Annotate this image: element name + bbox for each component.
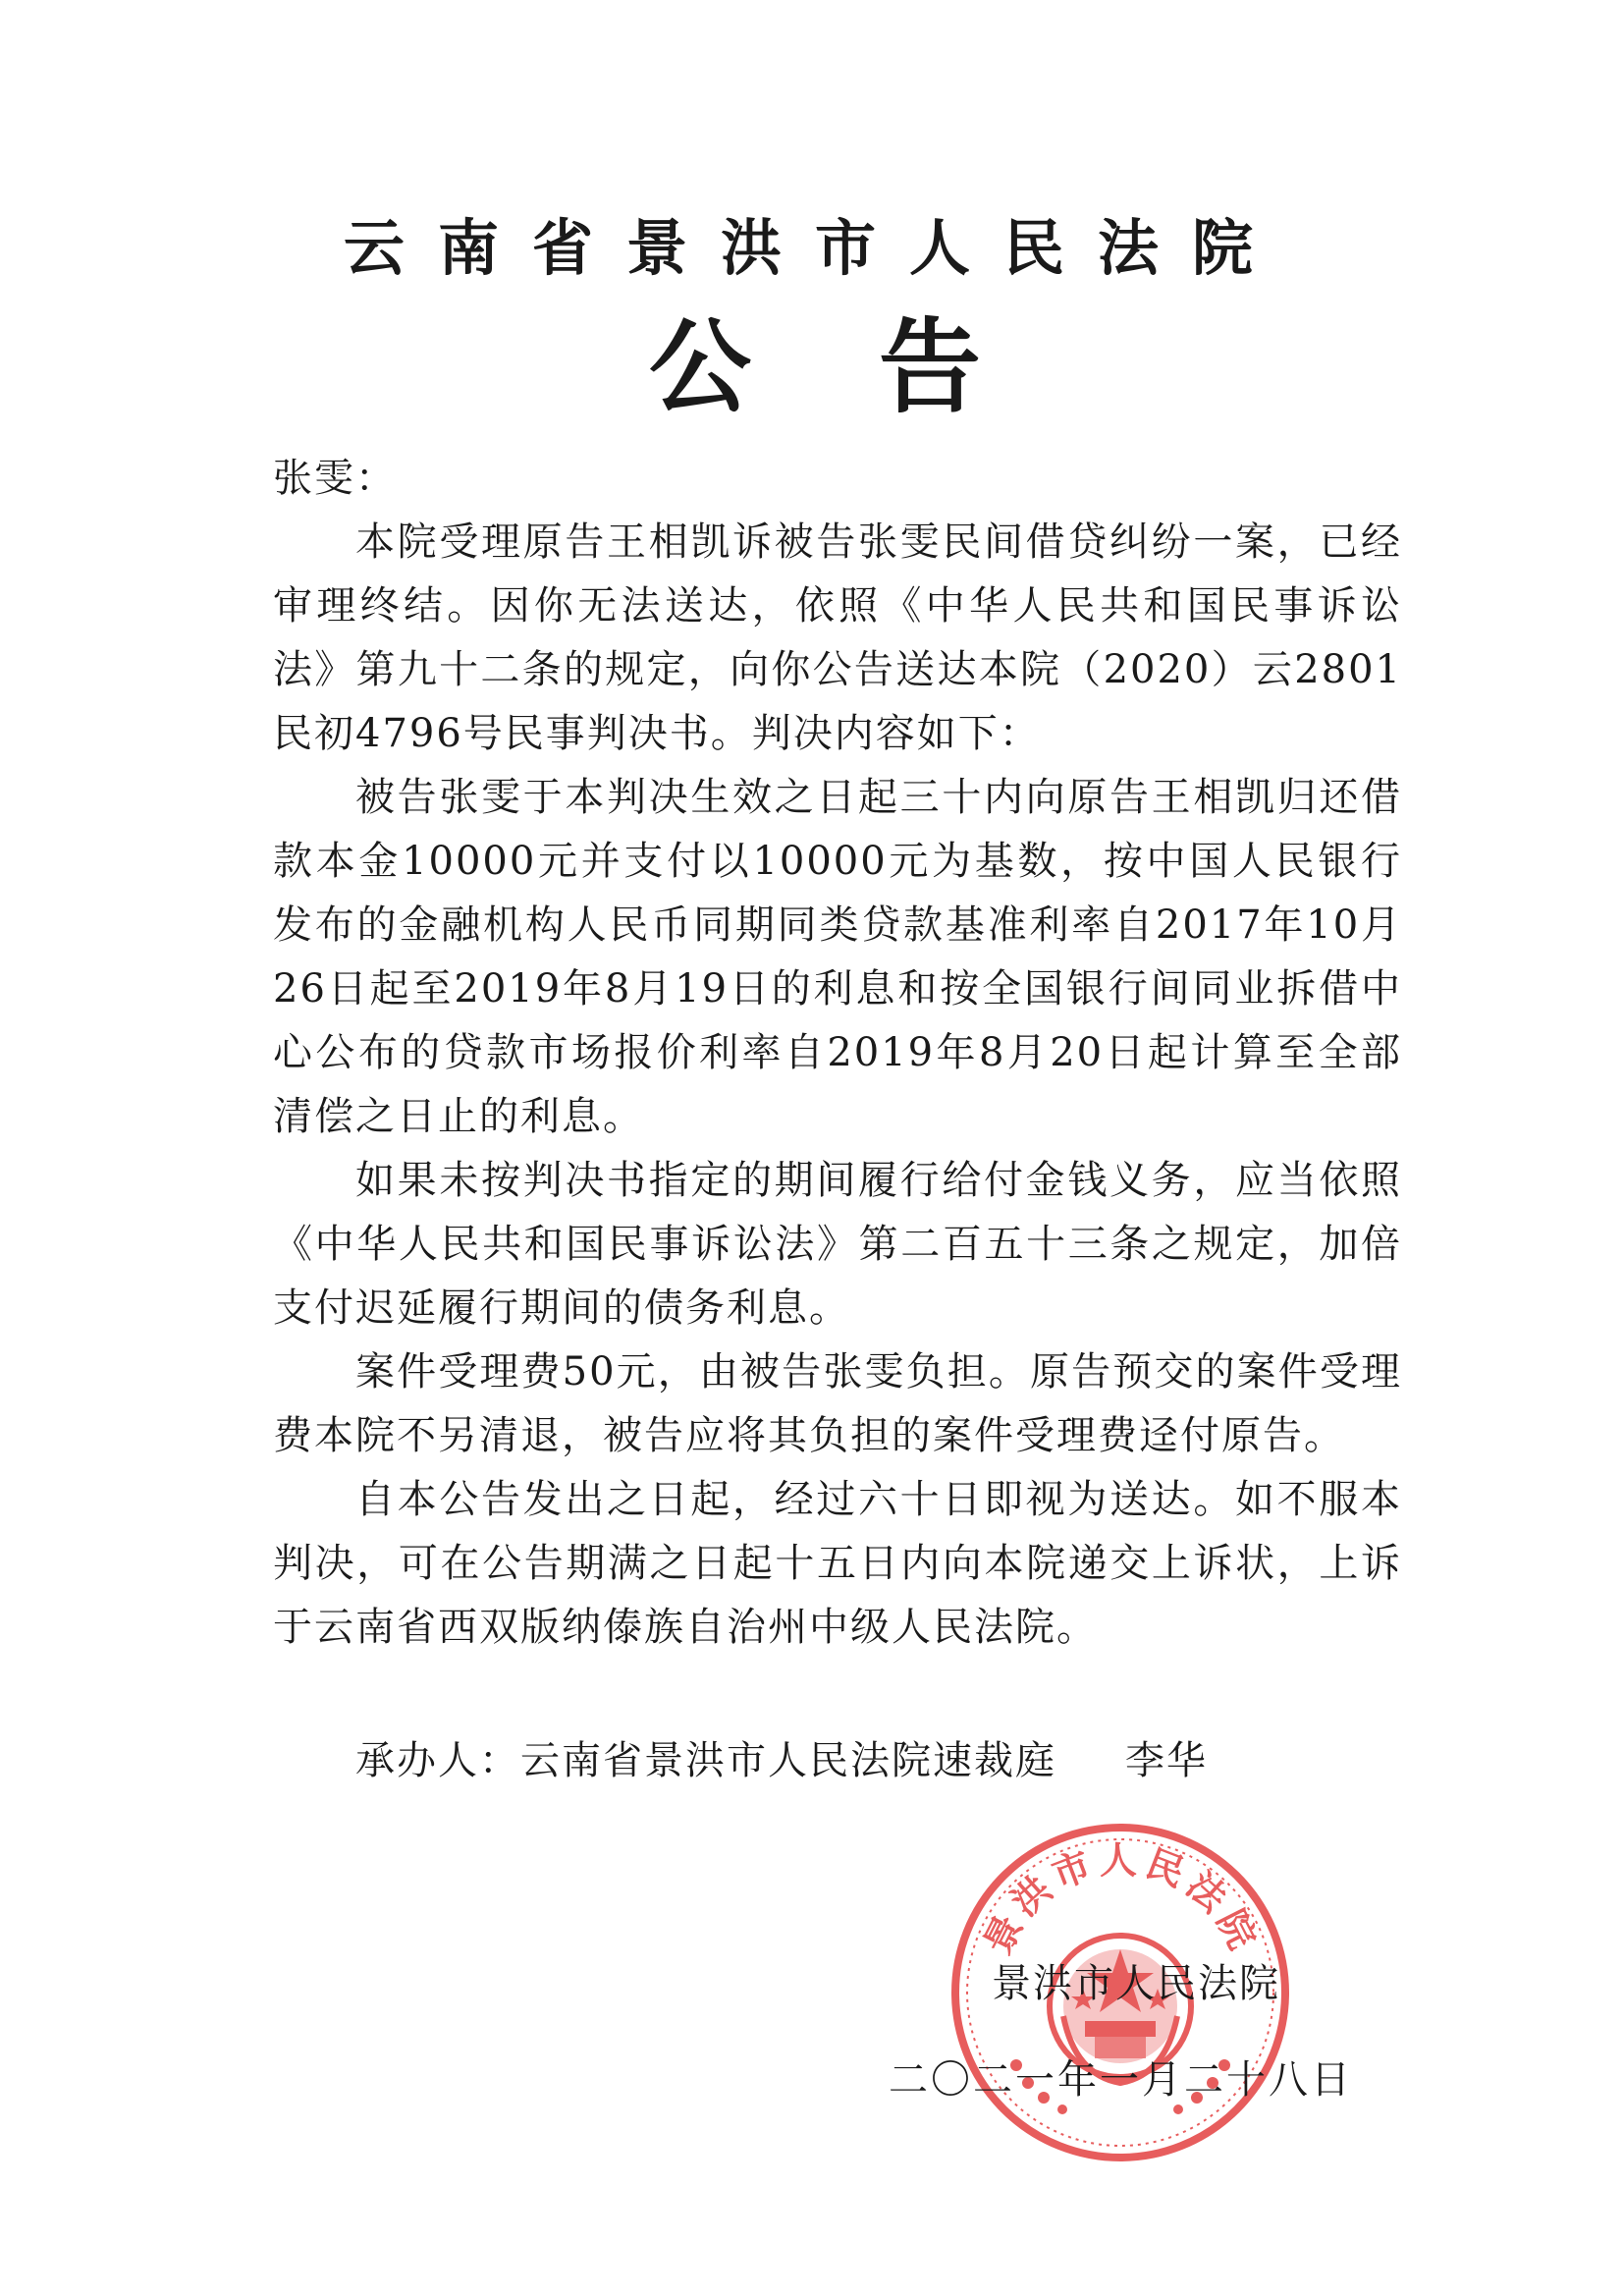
signing-date: 二〇二一年一月二十八日	[889, 2057, 1353, 2103]
court-title: 云南省景洪市人民法院	[343, 212, 1286, 284]
paragraph-2: 被告张雯于本判决生效之日起三十内向原告王相凯归还借款本金10000元并支付以10000元为基数，按中国人民银行发布的金融机构人民币同期同类贷款基准利率自2017年10月26日起至2019年8月19日的利息和按全国银行间同业拆借中心公布的贷款市场报价利率自2019年8月20日起计算至全部清偿之日止的利息。	[273, 775, 1402, 1139]
paragraph-1: 本院受理原告王相凯诉被告张雯民间借贷纠纷一案，已经审理终结。因你无法送达，依照《中华人民共和国民事诉讼法》第九十二条的规定，向你公告送达本院（2020）云2801民初4796号民事判决书。判决内容如下：	[273, 519, 1402, 756]
seal-text: 景洪市人民法院	[974, 1837, 1269, 1961]
handler-line	[355, 1731, 1208, 1790]
paragraph-3: 如果未按判决书指定的期间履行给付金钱义务，应当依照《中华人民共和国民事诉讼法》第二百五十三条之规定，加倍支付迟延履行期间的债务利息。	[273, 1158, 1402, 1331]
document-title: 公告	[648, 307, 1109, 427]
paragraph-4: 案件受理费50元，由被告张雯负担。原告预交的案件受理费本院不另清退，被告应将其负担的案件受理费迳付原告。	[273, 1349, 1402, 1458]
addressee: 张雯：	[273, 456, 397, 501]
handler-label: 承办人：云南省景洪市人民法院速裁庭	[355, 1738, 1056, 1783]
signing-court: 景洪市人民法院	[992, 1961, 1280, 2006]
paragraph-5: 自本公告发出之日起，经过六十日即视为送达。如不服本判决，可在公告期满之日起十五日内向本院递交上诉状，上诉于云南省西双版纳傣族自治州中级人民法院。	[273, 1477, 1402, 1650]
notice-body	[273, 447, 1402, 1660]
handler-name: 李华	[1125, 1738, 1208, 1783]
svg-text:景洪市人民法院	[975, 1838, 1268, 1961]
